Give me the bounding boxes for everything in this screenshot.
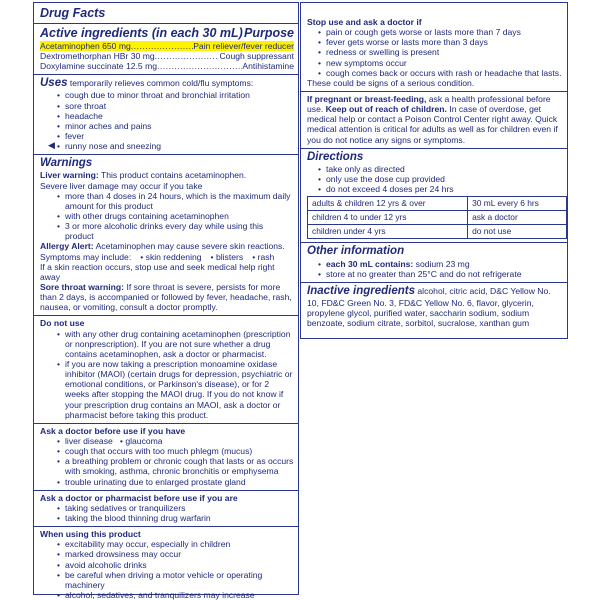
right-column <box>300 2 568 339</box>
list-item: • ◀ runny nose and sneezing <box>56 141 294 151</box>
list-item: • trouble urinating due to enlarged prostate gland <box>56 477 294 487</box>
purpose-heading: Purpose <box>243 26 294 41</box>
list-item: • a breathing problem or chronic cough that lasts or as occurs with smoking, asthma, chronic bronchitis or emphysema <box>56 456 294 476</box>
stop-use-section: Stop use and ask a doctor if • pain or cough gets worse or lasts more than 7 days • fever gets worse or lasts more than 3 days • redness or swelling is present • new symptoms occur • cough comes back or occurs with rash or headache that lasts. These could be signs of a serious condition. <box>301 3 567 92</box>
table-row: children under 4 yrs do not use <box>308 225 567 239</box>
list-item: • taking the blood thinning drug warfarin <box>56 513 294 523</box>
list-item: • alcohol, sedatives, and tranquilizers may increase <box>56 590 294 600</box>
when-using-heading: When using this product <box>40 529 141 540</box>
list-item: • more than 4 doses in 24 hours, which is the maximum daily amount for this product <box>56 191 294 211</box>
ingredient-row: Doxylamine succinate 12.5 mg ..... Antihistamine <box>40 61 294 71</box>
list-item: • sore throat <box>56 101 294 111</box>
list-item: • take only as directed <box>317 164 563 174</box>
active-ingredients-heading: Active ingredients (in each 30 mL) <box>40 26 243 41</box>
list-item: • store at no greater than 25°C and do not refrigerate <box>317 269 563 279</box>
ask-doctor-heading: Ask a doctor before use if you have <box>40 425 186 436</box>
directions-section <box>301 149 567 244</box>
list-item: • pain or cough gets worse or lasts more than 7 days <box>317 27 563 37</box>
ask-pharmacist-section <box>34 491 298 527</box>
do-not-use-heading: Do not use <box>40 318 85 329</box>
table-row: adults & children 12 yrs & over 30 mL every 6 hrs <box>308 197 567 211</box>
directions-heading: Directions <box>307 150 364 163</box>
warnings-heading: Warnings <box>40 157 93 170</box>
stop-use-heading: Stop use and ask a doctor if <box>307 17 422 27</box>
list-item: • be careful when driving a motor vehicle or operating machinery <box>56 570 294 590</box>
list-item: • liver disease • glaucoma <box>56 436 294 446</box>
list-item: • with any other drug containing acetaminophen (prescription or nonprescription). If you are not sure whether a drug contains acetaminophen, ask a doctor or pharmacist. <box>56 329 294 359</box>
list-item: • avoid alcoholic drinks <box>56 560 294 570</box>
when-using-section <box>34 527 298 600</box>
dosage-table <box>307 196 567 239</box>
ingredient-row: Acetaminophen 650 mg ..... Pain reliever/fever reducer <box>40 41 294 51</box>
list-item: • with other drugs containing acetaminophen <box>56 211 294 221</box>
drug-facts-title: Drug Facts <box>40 6 106 20</box>
list-item: • 3 or more alcoholic drinks every day while using this product <box>56 221 294 241</box>
ask-doctor-section <box>34 424 298 491</box>
do-not-use-section <box>34 316 298 423</box>
warnings-section: Warnings Liver warning: This product contains acetaminophen. Severe liver damage may occur if you take • more than 4 doses in 24 hours, which is the maximum daily amount for this product • with other drugs containing acetaminophen • 3 or more alcoholic drinks every day while using this product Allergy Alert: Acetaminophen may cause severe skin reactions. Symptoms may include: • skin reddening • blisters • rash If a skin reaction occurs, stop use and seek medical help right away Sore throat warning: If sore throat is severe, persists for more than 2 days, is accompanied or followed by fever, headache, rash, nausea, or vomiting, consult a doctor promptly. <box>34 155 298 316</box>
other-info-heading: Other information <box>307 245 405 258</box>
list-item: • excitability may occur, especially in children <box>56 539 294 549</box>
inactive-ingredients-section: Inactive ingredients alcohol, citric acid, D&C Yellow No. 10, FD&C Green No. 3, FD&C Yellow No. 6, flavor, glycerin, propylene glycol, purified water, saccharin sodium, sodium benzoate, sodium citrate, sorbitol, sucralose, xanthan gum <box>307 284 551 329</box>
ask-pharmacist-heading: Ask a doctor or pharmacist before use if you are <box>40 492 238 503</box>
active-ingredients-section <box>34 24 298 75</box>
list-item: • if you are now taking a prescription monoamine oxidase inhibitor (MAOI) (certain drugs for depression, psychiatric or emotional conditions, or Parkinson's disease), or for 2 weeks after stopping the MAOI drug. If you do not know if your prescription drug contains an MAOI, ask a doctor or pharmacist before taking this product. <box>56 359 294 420</box>
list-item: • taking sedatives or tranquilizers <box>56 503 294 513</box>
pregnant-section: If pregnant or breast-feeding, ask a health professional before use. Keep out of reach of children. In case of overdose, get medical help or contact a Poison Control Center right away. Quick medical attention is critical for adults as well as for children even if you do not notice any signs or symptoms. <box>301 92 567 149</box>
inactive-ingredients-heading: Inactive ingredients <box>307 284 416 297</box>
table-row: children 4 to under 12 yrs ask a doctor <box>308 211 567 225</box>
list-item: • cough that occurs with too much phlegm (mucus) <box>56 446 294 456</box>
uses-list <box>48 90 294 152</box>
list-item: • cough due to minor throat and bronchial irritation <box>56 90 294 100</box>
other-info-section <box>301 243 567 283</box>
list-item: • new symptoms occur <box>317 58 563 68</box>
list-item: • cough comes back or occurs with rash or headache that lasts. <box>317 68 563 78</box>
list-item: • each 30 mL contains: sodium 23 mg <box>317 259 563 269</box>
uses-heading: Uses <box>40 77 68 90</box>
list-item: • headache <box>56 111 294 121</box>
title-section <box>34 3 298 24</box>
list-item: • redness or swelling is present <box>317 47 563 57</box>
uses-section: Uses temporarily relieves common cold/flu symptoms: • cough due to minor throat and bronchial irritation • sore throat • headache • minor aches and pains • fever • ◀ runny nose and sneezing <box>34 75 298 155</box>
arrow-left-icon: • ◀ <box>48 140 55 151</box>
list-item: • fever gets worse or lasts more than 3 days <box>317 37 563 47</box>
list-item: • minor aches and pains <box>56 121 294 131</box>
list-item: • do not exceed 4 doses per 24 hrs <box>317 184 563 194</box>
list-item: • marked drowsiness may occur <box>56 549 294 559</box>
list-item: • only use the dose cup provided <box>317 174 563 184</box>
left-column <box>33 2 299 600</box>
list-item: • fever <box>56 131 294 141</box>
ingredient-row: Dextromethorphan HBr 30 mg ..... Cough suppressant <box>40 51 294 61</box>
liver-list <box>56 191 294 242</box>
